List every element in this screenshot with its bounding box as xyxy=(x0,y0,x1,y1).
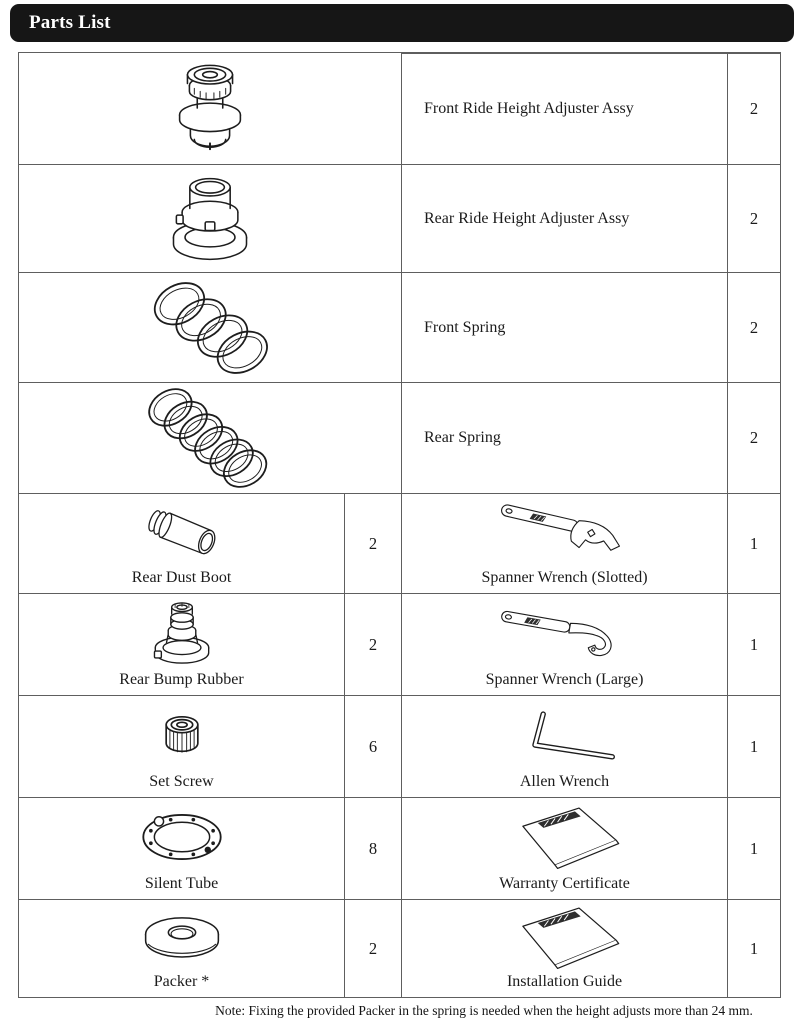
part-art xyxy=(470,494,660,570)
packer-image xyxy=(127,907,237,967)
part-qty-cell xyxy=(727,695,780,797)
allen-wrench-image xyxy=(500,705,630,765)
part-qty-cell xyxy=(727,382,780,493)
table-cell-image xyxy=(19,164,401,272)
part-cell xyxy=(401,593,727,695)
set-screw-image xyxy=(154,708,210,762)
part-qty-cell xyxy=(344,493,401,593)
front-spring-image xyxy=(135,275,285,381)
rear-dust-boot-image xyxy=(118,496,246,568)
part-cell xyxy=(19,695,344,797)
part-qty: 2 xyxy=(368,634,378,654)
part-qty: 1 xyxy=(749,736,759,756)
part-name: Spanner Wrench (Slotted) xyxy=(481,569,648,586)
part-art xyxy=(490,900,640,974)
part-qty-cell xyxy=(727,53,780,164)
part-name: Warranty Certificate xyxy=(499,875,630,892)
installation-guide-image xyxy=(490,899,640,975)
part-name: Front Spring xyxy=(424,318,506,336)
part-name: Silent Tube xyxy=(144,875,219,892)
part-cell xyxy=(401,797,727,899)
part-name: Rear Spring xyxy=(424,429,501,446)
part-cell xyxy=(401,899,727,997)
part-qty-cell xyxy=(727,593,780,695)
part-qty: 2 xyxy=(368,533,378,553)
part-name: Allen Wrench xyxy=(519,773,610,790)
part-name: Installation Guide xyxy=(506,973,623,990)
part-qty-cell xyxy=(727,164,780,272)
part-name: Rear Bump Rubber xyxy=(119,671,244,688)
part-name: Rear Dust Boot xyxy=(131,569,232,586)
part-art xyxy=(127,900,237,974)
footer-note: Note: Fixing the provided Packer in the spring is needed when the height adjusts more than 24 mm. xyxy=(215,1003,753,1018)
part-name-cell xyxy=(401,272,727,382)
part-qty-cell xyxy=(727,797,780,899)
part-name: Front Ride Height Adjuster Assy xyxy=(424,100,634,117)
rear-spring-image xyxy=(134,384,286,492)
part-qty-cell xyxy=(344,593,401,695)
part-art xyxy=(500,696,630,774)
part-cell xyxy=(19,797,344,899)
part-name-cell xyxy=(401,53,727,164)
part-qty: 2 xyxy=(749,428,759,447)
part-qty: 1 xyxy=(749,533,759,553)
part-qty: 2 xyxy=(749,317,759,337)
table-cell-image xyxy=(19,272,401,382)
part-art xyxy=(154,696,210,774)
part-qty: 1 xyxy=(749,838,759,858)
parts-list-header xyxy=(10,4,794,42)
part-name-cell xyxy=(401,164,727,272)
rear-ride-height-adjuster-image xyxy=(147,170,273,268)
part-qty: 2 xyxy=(749,99,759,118)
part-art xyxy=(118,494,246,570)
front-ride-height-adjuster-image xyxy=(151,59,269,159)
part-qty: 2 xyxy=(368,938,378,958)
part-qty: 2 xyxy=(749,208,759,228)
spanner-wrench-slotted-image xyxy=(470,496,660,568)
rear-bump-rubber-image xyxy=(127,596,237,670)
part-name: Rear Ride Height Adjuster Assy xyxy=(424,209,630,227)
part-qty: 6 xyxy=(368,736,378,756)
part-cell xyxy=(19,899,344,997)
part-art xyxy=(470,594,660,672)
part-name: Packer * xyxy=(153,973,210,990)
spanner-wrench-large-image xyxy=(470,597,660,669)
part-qty-cell xyxy=(727,899,780,997)
part-qty: 1 xyxy=(749,634,759,654)
warranty-certificate-image xyxy=(490,799,640,875)
parts-table xyxy=(18,52,781,998)
part-art xyxy=(126,798,238,876)
part-art xyxy=(490,798,640,876)
part-qty-cell xyxy=(727,272,780,382)
part-name-cell xyxy=(401,382,727,493)
table-cell-image xyxy=(19,382,401,493)
page-title: Parts List xyxy=(29,12,111,33)
part-art xyxy=(127,594,237,672)
part-cell xyxy=(19,493,344,593)
silent-tube-image xyxy=(126,802,238,872)
part-name: Set Screw xyxy=(149,773,214,790)
part-qty-cell xyxy=(344,797,401,899)
part-name: Spanner Wrench (Large) xyxy=(485,671,644,688)
table-cell-image xyxy=(19,53,401,164)
part-qty: 1 xyxy=(749,938,759,958)
part-cell xyxy=(19,593,344,695)
part-qty-cell xyxy=(727,493,780,593)
part-cell xyxy=(401,695,727,797)
part-qty-cell xyxy=(344,899,401,997)
part-cell xyxy=(401,493,727,593)
part-qty: 8 xyxy=(368,838,378,858)
part-qty-cell xyxy=(344,695,401,797)
